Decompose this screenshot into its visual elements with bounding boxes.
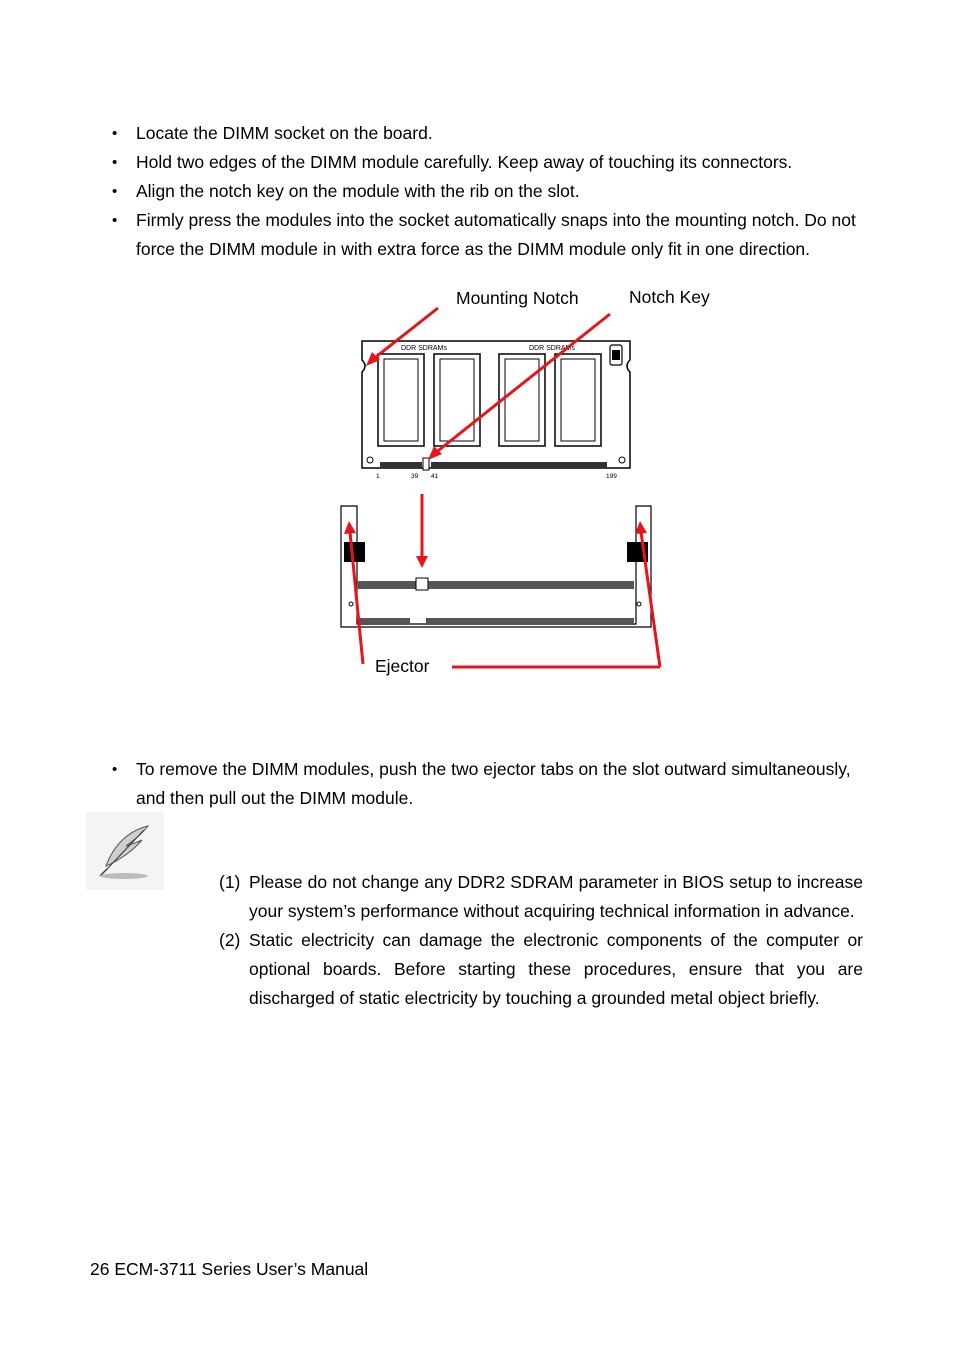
dimm-socket xyxy=(341,506,651,627)
remove-steps-list xyxy=(112,755,872,813)
ejector-latch-left xyxy=(344,542,365,562)
gold-fingers-right xyxy=(431,462,607,468)
bullet-icon: • xyxy=(112,154,118,171)
gold-fingers-left xyxy=(380,462,422,468)
memory-chip xyxy=(378,354,424,446)
list-item: • Locate the DIMM socket on the board. xyxy=(112,119,872,148)
bullet-icon: • xyxy=(112,761,118,778)
pin-label: 39 xyxy=(411,473,419,480)
notes-list xyxy=(219,868,863,1013)
dimm-module xyxy=(362,341,630,480)
bullet-icon: • xyxy=(112,212,118,229)
bullet-icon: • xyxy=(112,183,118,200)
chip-label-left: DDR SDRAMs xyxy=(401,345,447,352)
pin-label: 41 xyxy=(431,473,439,480)
memory-chip xyxy=(555,354,601,446)
page-footer: 26 ECM-3711 Series User’s Manual xyxy=(90,1259,369,1279)
list-item: • Hold two edges of the DIMM module carefully. Keep away of touching its connectors. xyxy=(112,148,872,177)
label-notch-key: Notch Key xyxy=(629,287,710,307)
label-mounting-notch: Mounting Notch xyxy=(456,288,579,308)
bullet-icon: • xyxy=(112,125,118,142)
feather-pen-icon xyxy=(86,812,164,890)
list-item: • Firmly press the modules into the socket automatically snaps into the mounting notch. Do not force the DIMM module in with extra force as the DIMM module only fit in one direction. xyxy=(112,206,872,264)
socket-rib xyxy=(416,578,428,590)
pin-label: 1 xyxy=(376,473,380,480)
memory-chip xyxy=(434,354,480,446)
list-item: • To remove the DIMM modules, push the two ejector tabs on the slot outward simultaneously, and then pull out the DIMM module. xyxy=(112,755,872,813)
pin-label: 199 xyxy=(606,473,617,480)
chip-label-right: DDR SDRAMs xyxy=(529,345,575,352)
note-item: (1) Please do not change any DDR2 SDRAM parameter in BIOS setup to increase your system’s performance without acquiring technical information in advance. xyxy=(219,872,863,921)
memory-chip xyxy=(499,354,545,446)
label-ejector: Ejector xyxy=(375,656,430,676)
note-item: (2) Static electricity can damage the electronic components of the computer or optional boards. Before starting these procedures, ensure that you are discharged of static electricity by touching a grounded metal object briefly. xyxy=(219,930,863,1008)
list-item: • Align the notch key on the module with the rib on the slot. xyxy=(112,177,872,206)
